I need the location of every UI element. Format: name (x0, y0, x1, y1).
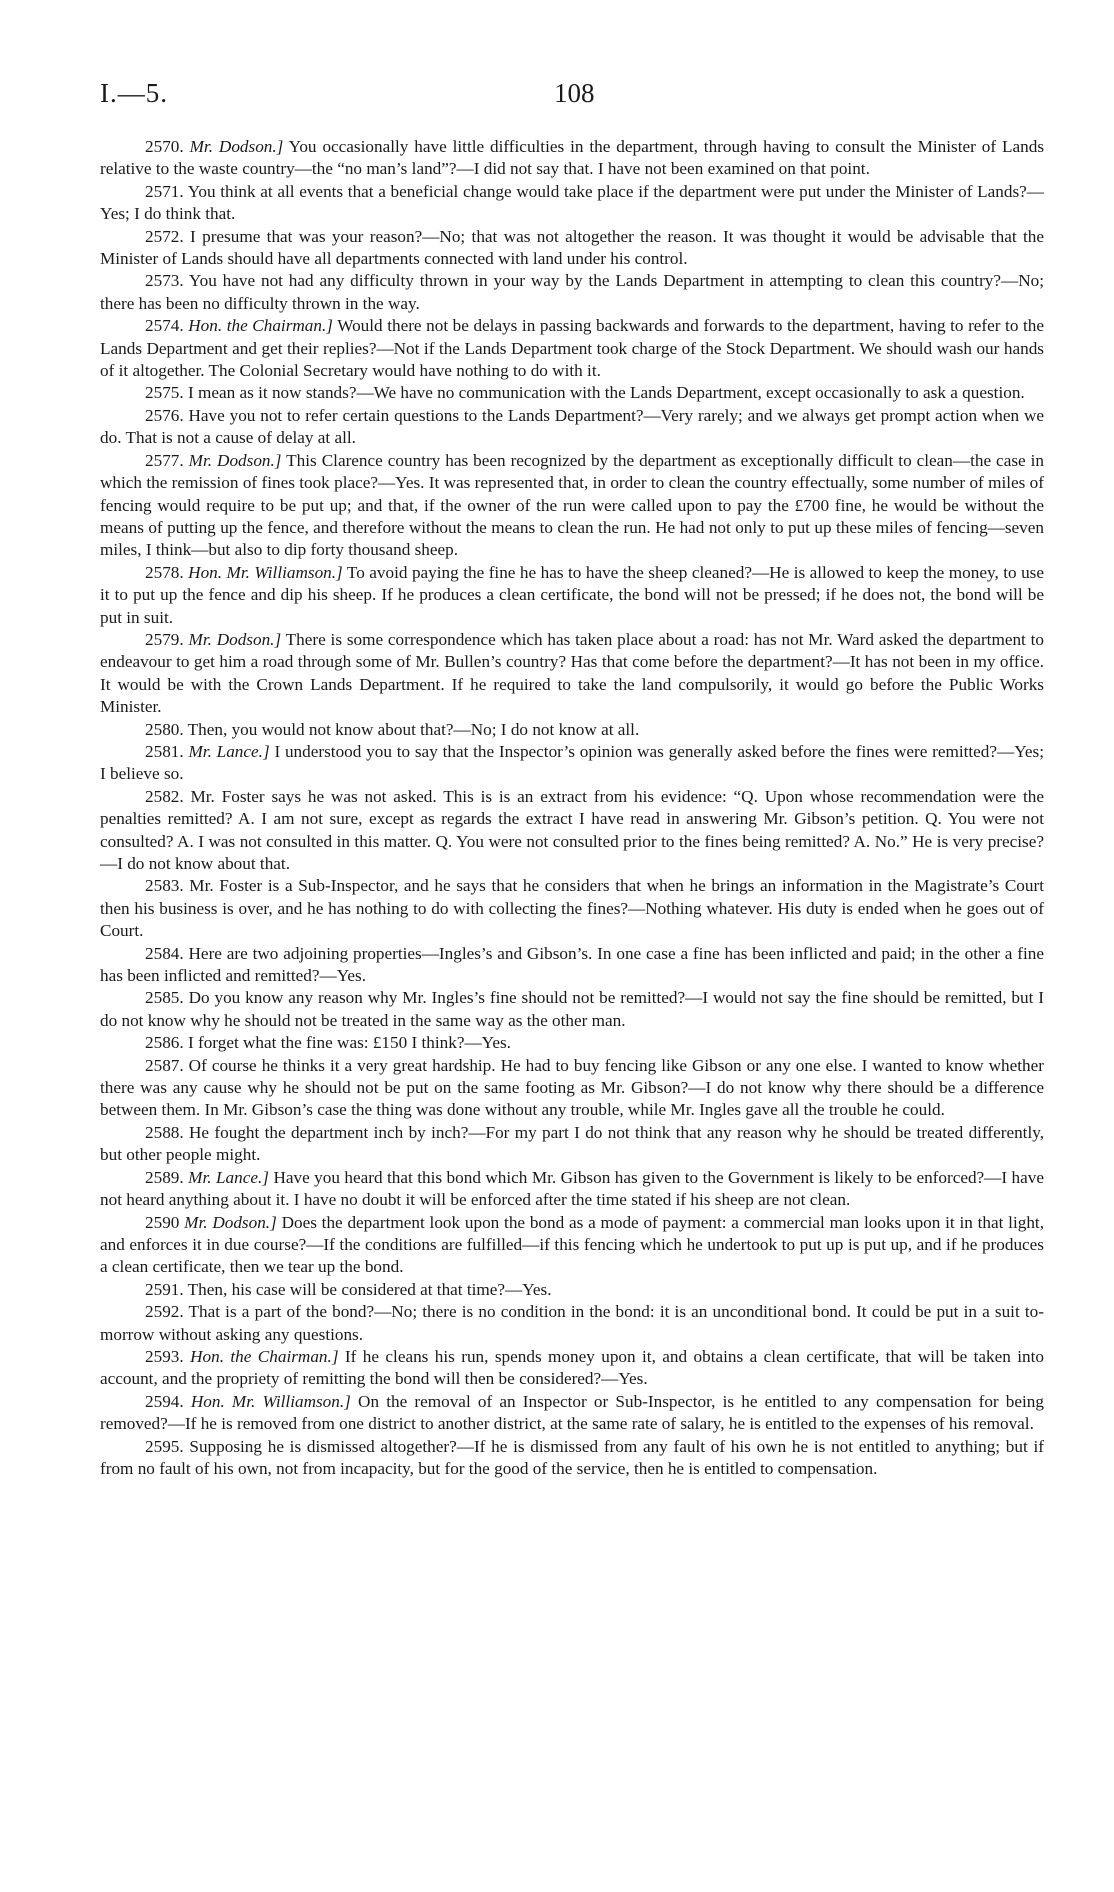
speaker-name: Hon. the Chairman.] (188, 316, 333, 336)
speaker-name: Mr. Dodson.] (188, 629, 282, 649)
question-number: 2580. (145, 719, 184, 739)
paragraph-text: On the removal of an Inspector or Sub-Inspector, is he entitled to any compensation for being removed?—If he is removed from one district to another district, at the same rate of salary, he is entitled to the expenses of his removal. (100, 1391, 1044, 1434)
evidence-paragraph (100, 1346, 1044, 1391)
speaker-name: Mr. Dodson.] (184, 1212, 277, 1232)
paragraph-text: There is some correspondence which has taken place about a road: has not Mr. Ward asked the department to endeavour to get him a road through some of Mr. Bullen’s country? Has that come before the department?—It has not been in my office. It would be with the Crown Lands Department. If he required to take the land compulsorily, it would go before the Public Works Minister. (100, 629, 1045, 717)
page-header (100, 78, 1060, 118)
question-number: 2590 (145, 1212, 180, 1232)
evidence-paragraph (100, 875, 1044, 942)
question-number: 2581. (145, 741, 184, 761)
paragraph-text: You occasionally have little difficulties in the department, through having to consult the Minister of Lands relative to the waste country—the “no man’s land”?—I did not say that. I have not been examined on that point. (100, 137, 1045, 179)
speaker-name: Mr. Lance.] (188, 741, 270, 761)
evidence-paragraph (100, 1055, 1044, 1122)
paragraph-text: Have you not to refer certain questions to the Lands Department?—Very rarely; and we always get prompt action when we do. That is not a cause of delay at all. (100, 405, 1044, 448)
paragraph-text: Mr. Foster is a Sub-Inspector, and he says that he considers that when he brings an information in the Magistrate’s Court then his business is over, and he has nothing to do with collecting the fines?—Nothing whatever. His duty is ended when he goes out of Court. (100, 876, 1044, 941)
paragraph-text: Does the department look upon the bond as a mode of payment: a commercial man looks upon it in that light, and enforces it in due course?—If the conditions are fulfilled—if this fencing which he undertook to put up is put up, and if he produces a clean certificate, then we tear up the bond. (100, 1212, 1044, 1277)
evidence-paragraph (100, 450, 1044, 562)
question-number: 2595. (145, 1436, 184, 1456)
question-number: 2588. (145, 1122, 184, 1142)
evidence-paragraph (100, 1279, 1044, 1301)
question-number: 2573. (145, 271, 184, 291)
paragraph-text: Would there not be delays in passing backwards and forwards to the department, having to refer to the Lands Department and get their replies?—Not if the Lands Department took charge of the Stock Department. We should wash our hands of it altogether. The Colonial Secretary would have nothing to do with it. (100, 316, 1044, 381)
question-number: 2579. (145, 629, 184, 649)
paragraph-text: To avoid paying the fine he has to have the sheep cleaned?—He is allowed to keep the money, to use it to put up the fence and dip his sheep. If he produces a clean certificate, the bond will not be pressed; if he does not, the bond will be put in suit. (100, 562, 1044, 627)
evidence-paragraph (100, 270, 1044, 315)
evidence-paragraph (100, 987, 1044, 1032)
evidence-paragraph (100, 1391, 1044, 1436)
paragraph-text: That is a part of the bond?—No; there is no condition in the bond: it is an unconditional bond. It could be put in a suit to-morrow without asking any questions. (100, 1302, 1044, 1344)
paragraph-text: I understood you to say that the Inspector’s opinion was generally asked before the fines were remitted?—Yes; I believe so. (100, 741, 1045, 784)
paragraph-text: Of course he thinks it a very great hardship. He had to buy fencing like Gibson or any one else. I wanted to know whether there was any cause why he should not be put on the same footing as Mr. Gibson?—I do not know why there should be a difference between them. In Mr. Gibson’s case the thing was done without any trouble, while Mr. Ingles gave all the trouble he could. (100, 1055, 1044, 1120)
evidence-paragraph (100, 1167, 1044, 1212)
paragraph-text: I forget what the fine was: £150 I think?—Yes. (183, 1033, 511, 1053)
evidence-paragraph (100, 943, 1044, 988)
paragraph-text: If he cleans his run, spends money upon it, and obtains a clean certificate, that will be taken into account, and the propriety of remitting the bond will then be considered?—Yes. (100, 1346, 1044, 1389)
question-number: 2587. (145, 1055, 184, 1075)
evidence-paragraph (100, 741, 1044, 786)
document-reference: I.—5. (100, 78, 168, 108)
evidence-paragraph (100, 181, 1044, 226)
evidence-paragraph (100, 562, 1044, 629)
speaker-name: Hon. Mr. Williamson.] (190, 1391, 351, 1411)
evidence-paragraph (100, 136, 1044, 181)
question-number: 2575. (145, 383, 184, 403)
paragraph-text: Mr. Foster says he was not asked. This is is an extract from his evidence: “Q. Upon whose recommendation were the penalties remitted? A. I am not sure, except as regards the extract I have read in answering Mr. Gibson’s petition. Q. You were not consulted? A. I was not consulted in this matter. Q. You were not consulted prior to the fines being remitted? A. No.” He is very precise?—I do not know about that. (100, 786, 1044, 873)
question-number: 2570. (145, 137, 184, 156)
paragraph-text: I presume that was your reason?—No; that was not altogether the reason. It was thought it would be advisable that the Minister of Lands should have all departments connected with land under his control. (100, 226, 1044, 269)
question-number: 2593. (145, 1346, 184, 1366)
paragraph-text: Then, you would not know about that?—No; I do not know at all. (183, 719, 640, 739)
speaker-name: Hon. the Chairman.] (190, 1346, 339, 1366)
speaker-name: Mr. Dodson.] (189, 137, 284, 156)
question-number: 2589. (145, 1167, 184, 1187)
paragraph-text: This Clarence country has been recognized by the department as exceptionally difficult to clean—the case in which the remission of fines took place?—Yes. It was represented that, in order to clean the country effectually, some number of miles of fencing would require to be put up; and that, if the owner of the run were called upon to pay the £700 fine, he would be without the means of putting up the fence, and therefore without the means to clean the run. He had not only to put up these miles of fencing—seven miles, I think—but also to dip forty thousand sheep. (100, 450, 1044, 560)
paragraph-text: You have not had any difficulty thrown in your way by the Lands Department in attempting to clean this country?—No; there has been no difficulty thrown in the way. (100, 271, 1044, 313)
evidence-paragraph (100, 315, 1044, 382)
evidence-paragraph (100, 786, 1044, 876)
evidence-body (100, 136, 1044, 1480)
evidence-paragraph (100, 405, 1044, 450)
paragraph-text: Have you heard that this bond which Mr. Gibson has given to the Government is likely to be enforced?—I have not heard anything about it. I have no doubt it will be enforced after the time stated if his sheep are not clean. (100, 1167, 1044, 1210)
question-number: 2582. (145, 786, 184, 806)
speaker-name: Hon. Mr. Williamson.] (188, 562, 343, 582)
evidence-paragraph (100, 629, 1044, 719)
question-number: 2591. (145, 1279, 184, 1299)
page-number: 108 (554, 78, 595, 108)
question-number: 2578. (145, 562, 184, 582)
question-number: 2584. (145, 943, 184, 963)
evidence-paragraph (100, 382, 1044, 404)
question-number: 2594. (145, 1391, 184, 1411)
paragraph-text: Supposing he is dismissed altogether?—If he is dismissed from any fault of his own he is not entitled to anything; but if from no fault of his own, not from incapacity, but for the good of the service, then he is entitled to compensation. (100, 1436, 1044, 1478)
question-number: 2577. (145, 450, 184, 470)
question-number: 2583. (145, 876, 184, 896)
paragraph-text: I mean as it now stands?—We have no communication with the Lands Department, except occasionally to ask a question. (183, 383, 1025, 403)
evidence-paragraph (100, 1032, 1044, 1054)
paragraph-text: He fought the department inch by inch?—For my part I do not think that any reason why he should be treated differently, but other people might. (100, 1122, 1044, 1165)
question-number: 2586. (145, 1033, 184, 1053)
evidence-paragraph (100, 719, 1044, 741)
speaker-name: Mr. Lance.] (188, 1167, 269, 1187)
question-number: 2592. (145, 1302, 184, 1322)
evidence-paragraph (100, 1122, 1044, 1167)
question-number: 2585. (145, 988, 184, 1008)
evidence-paragraph (100, 226, 1044, 271)
question-number: 2572. (145, 226, 184, 246)
question-number: 2576. (145, 405, 184, 425)
paragraph-text: Here are two adjoining properties—Ingles’s and Gibson’s. In one case a fine has been inflicted and paid; in the other a fine has been inflicted and remitted?—Yes. (100, 943, 1044, 986)
paragraph-text: Then, his case will be considered at that time?—Yes. (183, 1279, 552, 1299)
question-number: 2571. (145, 181, 184, 201)
evidence-paragraph (100, 1301, 1044, 1346)
evidence-paragraph (100, 1436, 1044, 1481)
paragraph-text: Do you know any reason why Mr. Ingles’s fine should not be remitted?—I would not say the fine should be remitted, but I do not know why he should not be treated in the same way as the other man. (100, 988, 1044, 1030)
paragraph-text: You think at all events that a beneficial change would take place if the department were put under the Minister of Lands?—Yes; I do think that. (100, 181, 1044, 224)
question-number: 2574. (145, 316, 184, 336)
speaker-name: Mr. Dodson.] (188, 450, 282, 470)
evidence-paragraph (100, 1212, 1044, 1279)
